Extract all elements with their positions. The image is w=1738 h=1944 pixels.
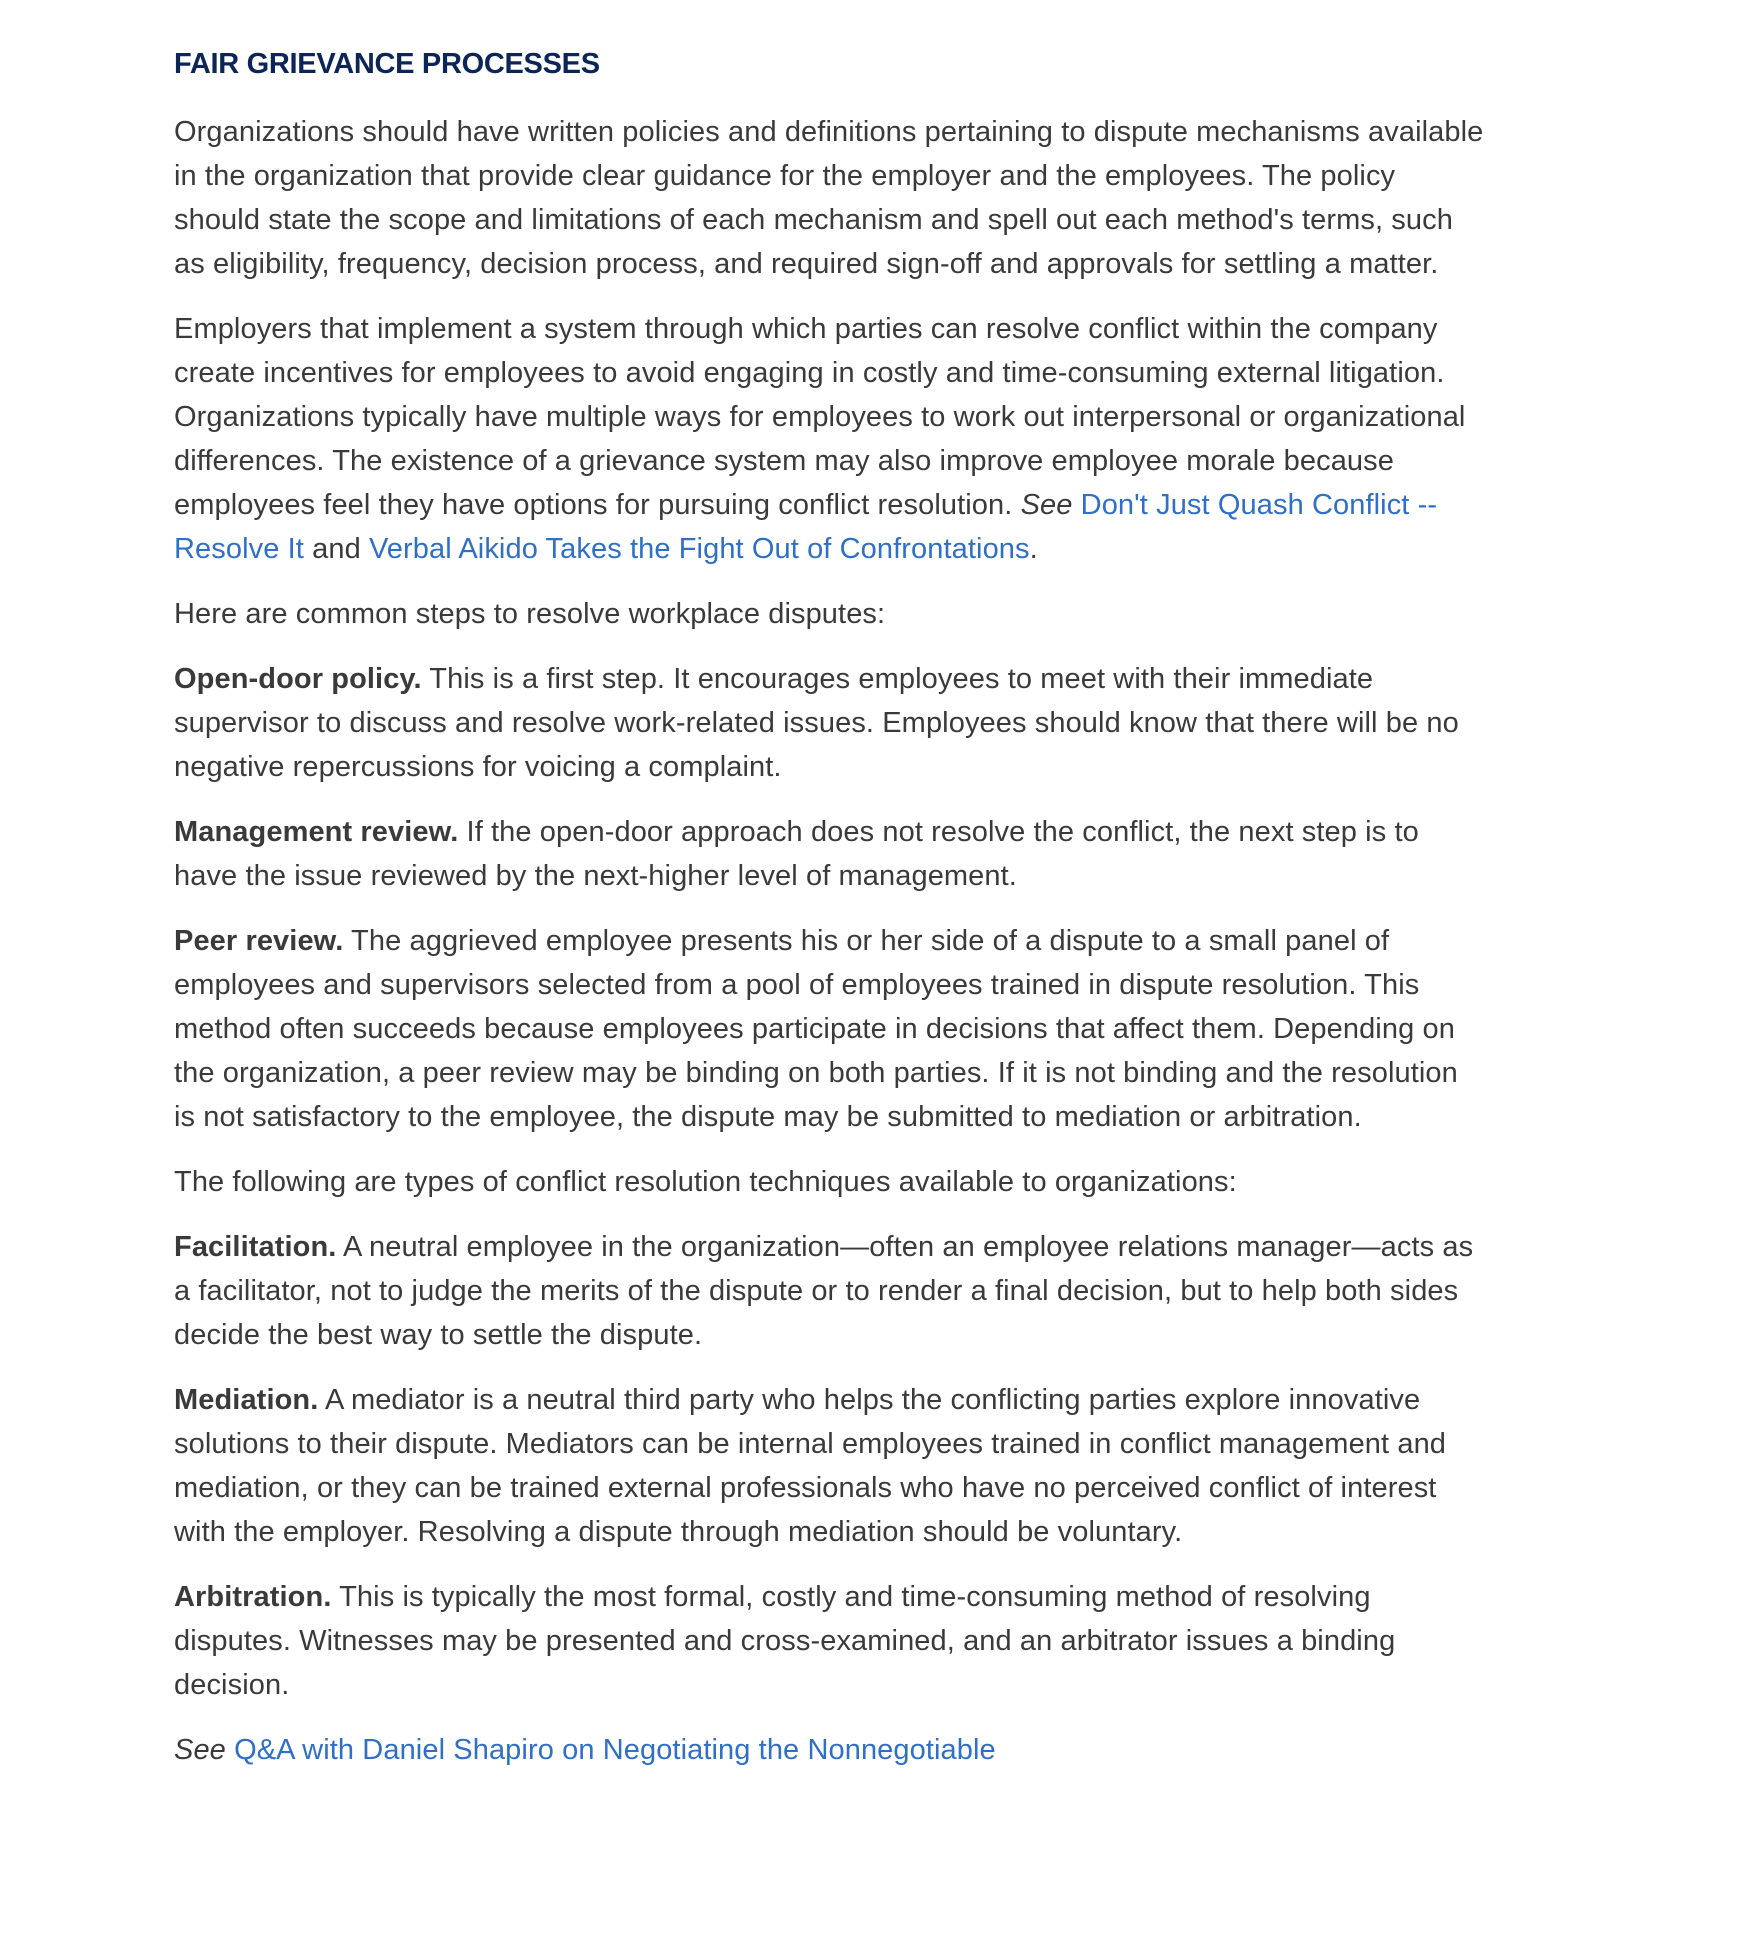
mediation-paragraph — [174, 1378, 1484, 1554]
arbitration-text: This is typically the most formal, costly and time-consuming method of resolving disputes. Witnesses may be presented and cross-examined, and an arbitrator issues a binding decision. — [174, 1581, 1396, 1701]
link-verbal-aikido[interactable]: Verbal Aikido Takes the Fight Out of Confrontations — [368, 533, 1030, 565]
open-door-paragraph — [174, 657, 1484, 789]
mediation-term: Mediation. — [174, 1384, 319, 1416]
facilitation-text: A neutral employee in the organization—often an employee relations manager—acts as a facilitator, not to judge the merits of the dispute or to render a final decision, but to help both sides decide the best way to settle the dispute. — [174, 1231, 1474, 1351]
arbitration-term: Arbitration. — [174, 1581, 332, 1613]
sentence-end: . — [1029, 533, 1038, 565]
management-review-term: Management review. — [174, 816, 459, 848]
open-door-text: This is a first step. It encourages employees to meet with their immediate supervisor to discuss and resolve work-related issues. Employees should know that there will be no negative repercussions for voicing a complaint. — [174, 663, 1459, 783]
facilitation-paragraph — [174, 1225, 1484, 1357]
grievance-system-text: Employers that implement a system through which parties can resolve conflict within the company create incentives for employees to avoid engaging in costly and time-consuming external litigation. Organizations typically have multiple ways for employees to work out interpersonal or organizational differences. The existence of a grievance system may also improve employee morale because employees feel they have options for pursuing conflict resolution. — [174, 313, 1466, 521]
peer-review-paragraph — [174, 919, 1484, 1139]
section-heading: FAIR GRIEVANCE PROCESSES — [174, 48, 600, 80]
facilitation-term: Facilitation. — [174, 1231, 337, 1263]
grievance-system-paragraph — [174, 307, 1484, 571]
and-connector: and — [303, 533, 369, 565]
article-content — [174, 44, 1484, 1793]
management-review-text: If the open-door approach does not resolve the conflict, the next step is to have the issue reviewed by the next-higher level of management. — [174, 816, 1419, 892]
policy-paragraph: Organizations should have written policies and definitions pertaining to dispute mechanisms available in the organization that provide clear guidance for the employer and the employees. The policy should state the scope and limitations of each mechanism and spell out each method's terms, such as eligibility, frequency, decision process, and required sign-off and approvals for settling a matter. — [174, 116, 1484, 280]
steps-intro: Here are common steps to resolve workplace disputes: — [174, 598, 886, 630]
link-daniel-shapiro-qa[interactable]: Q&A with Daniel Shapiro on Negotiating the Nonnegotiable — [234, 1734, 996, 1766]
peer-review-text: The aggrieved employee presents his or her side of a dispute to a small panel of employees and supervisors selected from a pool of employees trained in dispute resolution. This method often succeeds because employees participate in decisions that affect them. Depending on the organization, a peer review may be binding on both parties. If it is not binding and the resolution is not satisfactory to the employee, the dispute may be submitted to mediation or arbitration. — [174, 925, 1458, 1133]
final-see-paragraph — [174, 1728, 1484, 1772]
management-review-paragraph — [174, 810, 1484, 898]
types-intro: The following are types of conflict resolution techniques available to organizations: — [174, 1166, 1237, 1198]
link-resolve-conflict[interactable]: Don't Just Quash Conflict -- Resolve It — [174, 489, 1438, 565]
final-see-label: See — [174, 1734, 226, 1766]
open-door-term: Open-door policy. — [174, 663, 422, 695]
see-label: See — [1020, 489, 1073, 521]
arbitration-paragraph — [174, 1575, 1484, 1707]
peer-review-term: Peer review. — [174, 925, 344, 957]
mediation-text: A mediator is a neutral third party who helps the conflicting parties explore innovative solutions to their dispute. Mediators can be internal employees trained in conflict management and mediation, or they can be trained external professionals who have no perceived conflict of interest with the employer. Resolving a dispute through mediation should be voluntary. — [174, 1384, 1447, 1548]
